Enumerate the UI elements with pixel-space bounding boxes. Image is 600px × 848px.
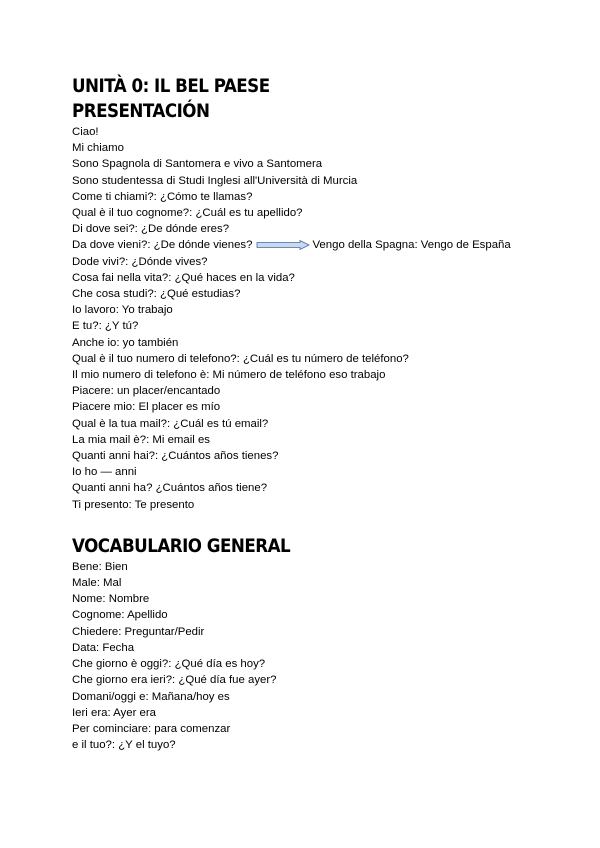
- section-presentacion: [72, 74, 542, 513]
- text-line: Come ti chiami?: ¿Cómo te llamas?: [72, 190, 253, 203]
- text-line: Anche io: yo también: [72, 336, 179, 349]
- text-line: Che giorno era ieri?: ¿Qué día fue ayer?: [72, 674, 277, 687]
- text-line: Qual è il tuo numero di telefono?: ¿Cuál es tu número de teléfono?: [72, 352, 409, 365]
- text-line: La mia mail è?: Mi email es: [72, 433, 211, 446]
- section-title-presentacion: PRESENTACIÓN: [72, 100, 210, 122]
- text-line: Di dove sei?: ¿De dónde eres?: [72, 223, 230, 236]
- text-line: Domani/oggi e: Mañana/hoy es: [72, 690, 230, 703]
- text-line: Ieri era: Ayer era: [72, 706, 156, 719]
- unit-title: UNITÀ 0: IL BEL PAESE: [72, 75, 270, 97]
- text-line: Io ho — anni: [72, 466, 137, 479]
- text-line: Ciao!: [72, 126, 99, 138]
- section-spacer: [72, 513, 542, 534]
- text-line: Per cominciare: para comenzar: [72, 722, 231, 735]
- arrow-line-before: Da dove vieni?: ¿De dónde vienes?: [72, 239, 253, 252]
- text-line: Nome: Nombre: [72, 593, 150, 606]
- text-line: Data: Fecha: [72, 641, 135, 654]
- text-line: Male: Mal: [72, 577, 122, 590]
- text-line: Cosa fai nella vita?: ¿Qué haces en la vida?: [72, 271, 295, 284]
- text-line: Qual è la tua mail?: ¿Cuál es tú email?: [72, 417, 269, 430]
- document-content: [72, 74, 542, 753]
- right-arrow-icon: [256, 240, 310, 250]
- text-line: Il mio numero di telefono è: Mi número de teléfono eso trabajo: [72, 369, 386, 382]
- text-line: Chiedere: Preguntar/Pedir: [72, 625, 205, 638]
- text-line: Ti presento: Te presento: [72, 498, 195, 511]
- text-line: Piacere: un placer/encantado: [72, 385, 221, 398]
- text-line: Sono studentessa di Studi Inglesi all'Università di Murcia: [72, 174, 358, 187]
- text-line: Mi chiamo: [72, 142, 124, 155]
- section-vocabulario: [72, 534, 542, 753]
- text-line: Io lavoro: Yo trabajo: [72, 304, 173, 317]
- text-line: e il tuo?: ¿Y el tuyo?: [72, 739, 176, 752]
- text-line: Qual è il tuo cognome?: ¿Cuál es tu apellido?: [72, 207, 303, 220]
- text-line: Cognome: Apellido: [72, 609, 168, 622]
- text-line: Quanti anni hai?: ¿Cuántos años tienes?: [72, 450, 279, 463]
- text-line: Bene: Bien: [72, 560, 128, 573]
- section-title-vocabulario: VOCABULARIO GENERAL: [72, 534, 291, 557]
- text-line: Che giorno è oggi?: ¿Qué día es hoy?: [72, 658, 266, 671]
- text-line: Che cosa studi?: ¿Qué estudias?: [72, 288, 241, 301]
- text-line: Sono Spagnola di Santomera e vivo a Santomera: [72, 158, 323, 171]
- arrow-line: [72, 237, 542, 253]
- text-line: Quanti anni ha? ¿Cuántos años tiene?: [72, 482, 268, 495]
- text-line: Dode vivi?: ¿Dónde vives?: [72, 255, 208, 268]
- arrow-line-after: Vengo della Spagna: Vengo de España: [312, 239, 511, 252]
- text-line: E tu?: ¿Y tú?: [72, 320, 139, 333]
- text-line: Piacere mio: El placer es mío: [72, 401, 221, 414]
